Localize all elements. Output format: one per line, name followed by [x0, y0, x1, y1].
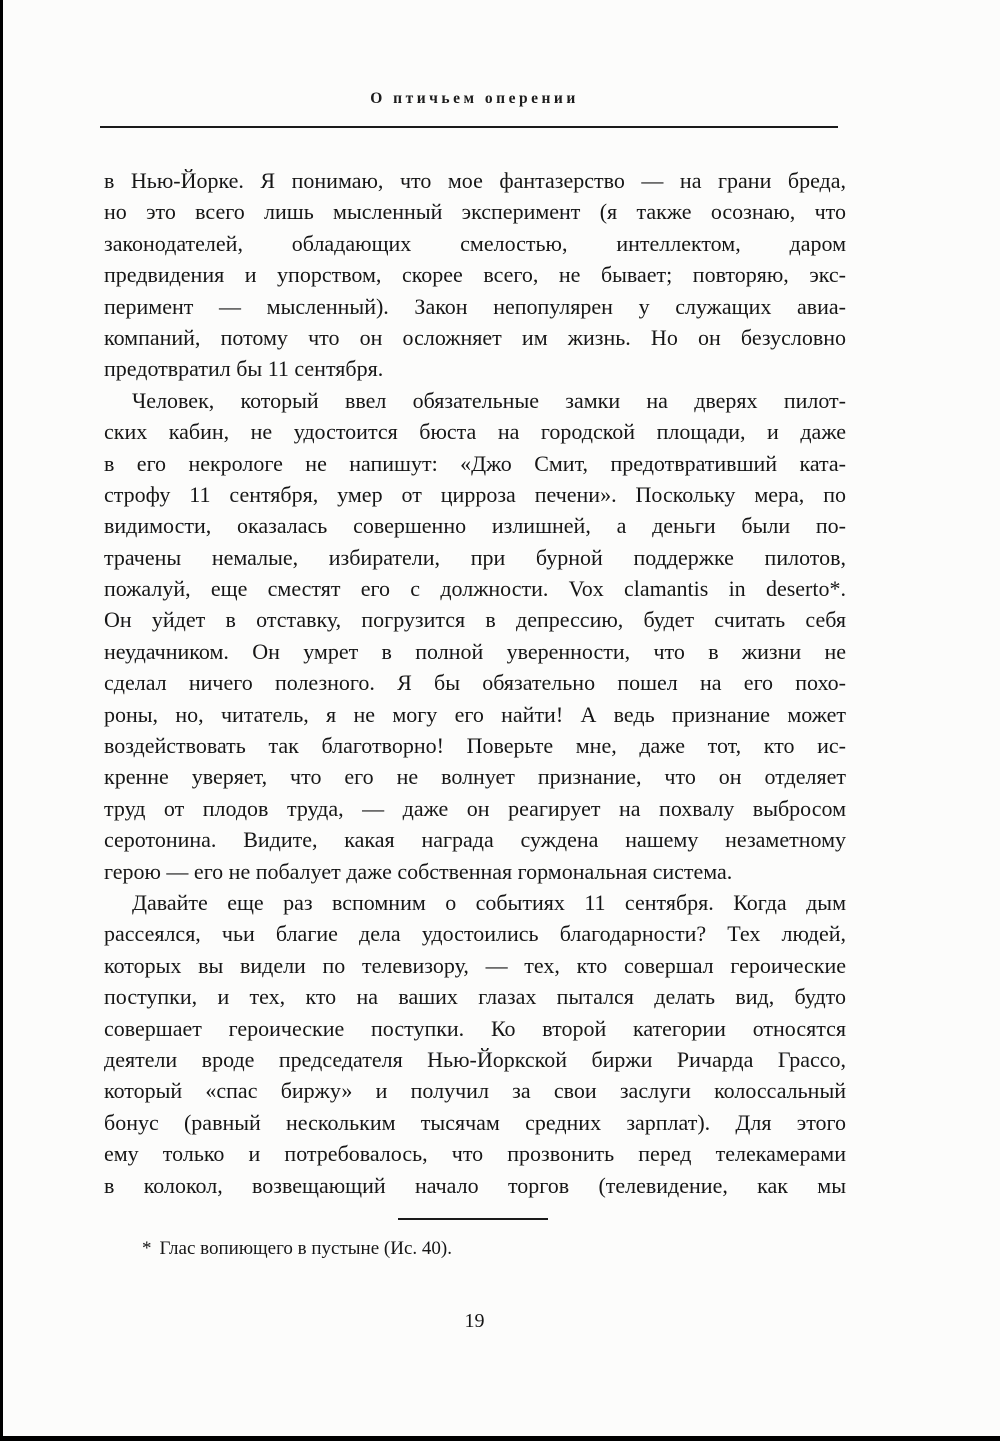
- text-line: которых вы видели по телевизору, — тех, кто совершал героические: [104, 952, 846, 978]
- text-line: в его некрологе не напишут: «Джо Смит, предотвративший ката-: [104, 450, 846, 476]
- footnote-marker: *: [142, 1238, 152, 1259]
- text-line: неудачником. Он умрет в полной уверенности, что в жизни не: [104, 638, 846, 664]
- text-line: видимости, оказалась совершенно излишней, а деньги были по-: [104, 513, 846, 539]
- running-header: О птичьем оперении: [370, 90, 579, 107]
- text-line: Давайте еще раз вспомним о событиях 11 сентября. Когда дым: [132, 889, 846, 915]
- text-line: трачены немалые, избиратели, при бурной поддержке пилотов,: [104, 544, 846, 570]
- text-line: пожалуй, еще сместят его с должности. Vox clamantis in deserto*.: [104, 576, 846, 602]
- text-line: поступки, и тех, кто на ваших глазах пытался делать вид, будто: [104, 984, 846, 1010]
- text-line: ему только и потребовалось, что прозвонить перед телекамерами: [104, 1141, 846, 1167]
- footnote-text: Глас вопиющего в пустыне (Ис. 40).: [159, 1238, 452, 1259]
- text-line: кренне уверяет, что его не волнует признание, что он отделяет: [104, 764, 846, 790]
- text-line: перимент — мысленный). Закон непопулярен у служащих авиа-: [104, 293, 846, 319]
- text-line: рассеялся, чьи благие дела удостоились благодарности? Тех людей,: [104, 921, 846, 947]
- text-line: роны, но, читатель, я не могу его найти! А ведь признание может: [104, 701, 846, 727]
- text-line: труд от плодов труда, — даже он реагирует на похвалу выбросом: [104, 795, 846, 821]
- text-line: но это всего лишь мысленный эксперимент (я также осознаю, что: [104, 199, 846, 225]
- paragraph: [104, 887, 846, 1201]
- page-edge-left: [0, 0, 3, 1441]
- text-line: Человек, который ввел обязательные замки на дверях пилот-: [132, 387, 846, 413]
- text-line: герою — его не побалует даже собственная гормональная система.: [104, 858, 733, 884]
- text-line: предотвратил бы 11 сентября.: [104, 356, 384, 382]
- text-line: предвидения и упорством, скорее всего, не бывает; повторяю, экс-: [104, 262, 846, 288]
- text-line: который «спас биржу» и получил за свои заслуги колоссальный: [104, 1078, 846, 1104]
- text-line: строфу 11 сентября, умер от цирроза печени». Поскольку мера, по: [104, 481, 846, 507]
- header-rule: [100, 126, 838, 128]
- text-line: сделал ничего полезного. Я бы обязательно пошел на его похо-: [104, 670, 846, 696]
- text-line: Он уйдет в отставку, погрузится в депрессию, будет считать себя: [104, 607, 846, 633]
- paragraph: [104, 165, 846, 385]
- text-line: совершает героические поступки. Ко второй категории относятся: [104, 1015, 846, 1041]
- footnote: [142, 1236, 846, 1262]
- page-edge-bottom: [0, 1436, 1000, 1441]
- text-line: ских кабин, не удостоится бюста на городской площади, и даже: [104, 419, 846, 445]
- text-line: компаний, потому что он осложняет им жизнь. Но он безусловно: [104, 324, 846, 350]
- text-line: законодателей, обладающих смелостью, интеллектом, даром: [104, 230, 846, 256]
- text-line: бонус (равный нескольким тысячам средних зарплат). Для этого: [104, 1109, 846, 1135]
- text-line: серотонина. Видите, какая награда суждена нашему незаметному: [104, 827, 846, 853]
- text-line: воздействовать так благотворно! Поверьте мне, даже тот, кто ис-: [104, 733, 846, 759]
- page-number: 19: [464, 1310, 485, 1332]
- text-line: деятели вроде председателя Нью-Йоркской биржи Ричарда Грассо,: [104, 1046, 846, 1072]
- text-line: в Нью-Йорке. Я понимаю, что мое фантазерство — на грани бреда,: [104, 168, 846, 193]
- text-line: в колокол, возвещающий начало торгов (телевидение, как мы: [104, 1172, 846, 1198]
- footnote-rule: [398, 1218, 548, 1220]
- body-text: [104, 165, 846, 1201]
- paragraph: [104, 385, 846, 887]
